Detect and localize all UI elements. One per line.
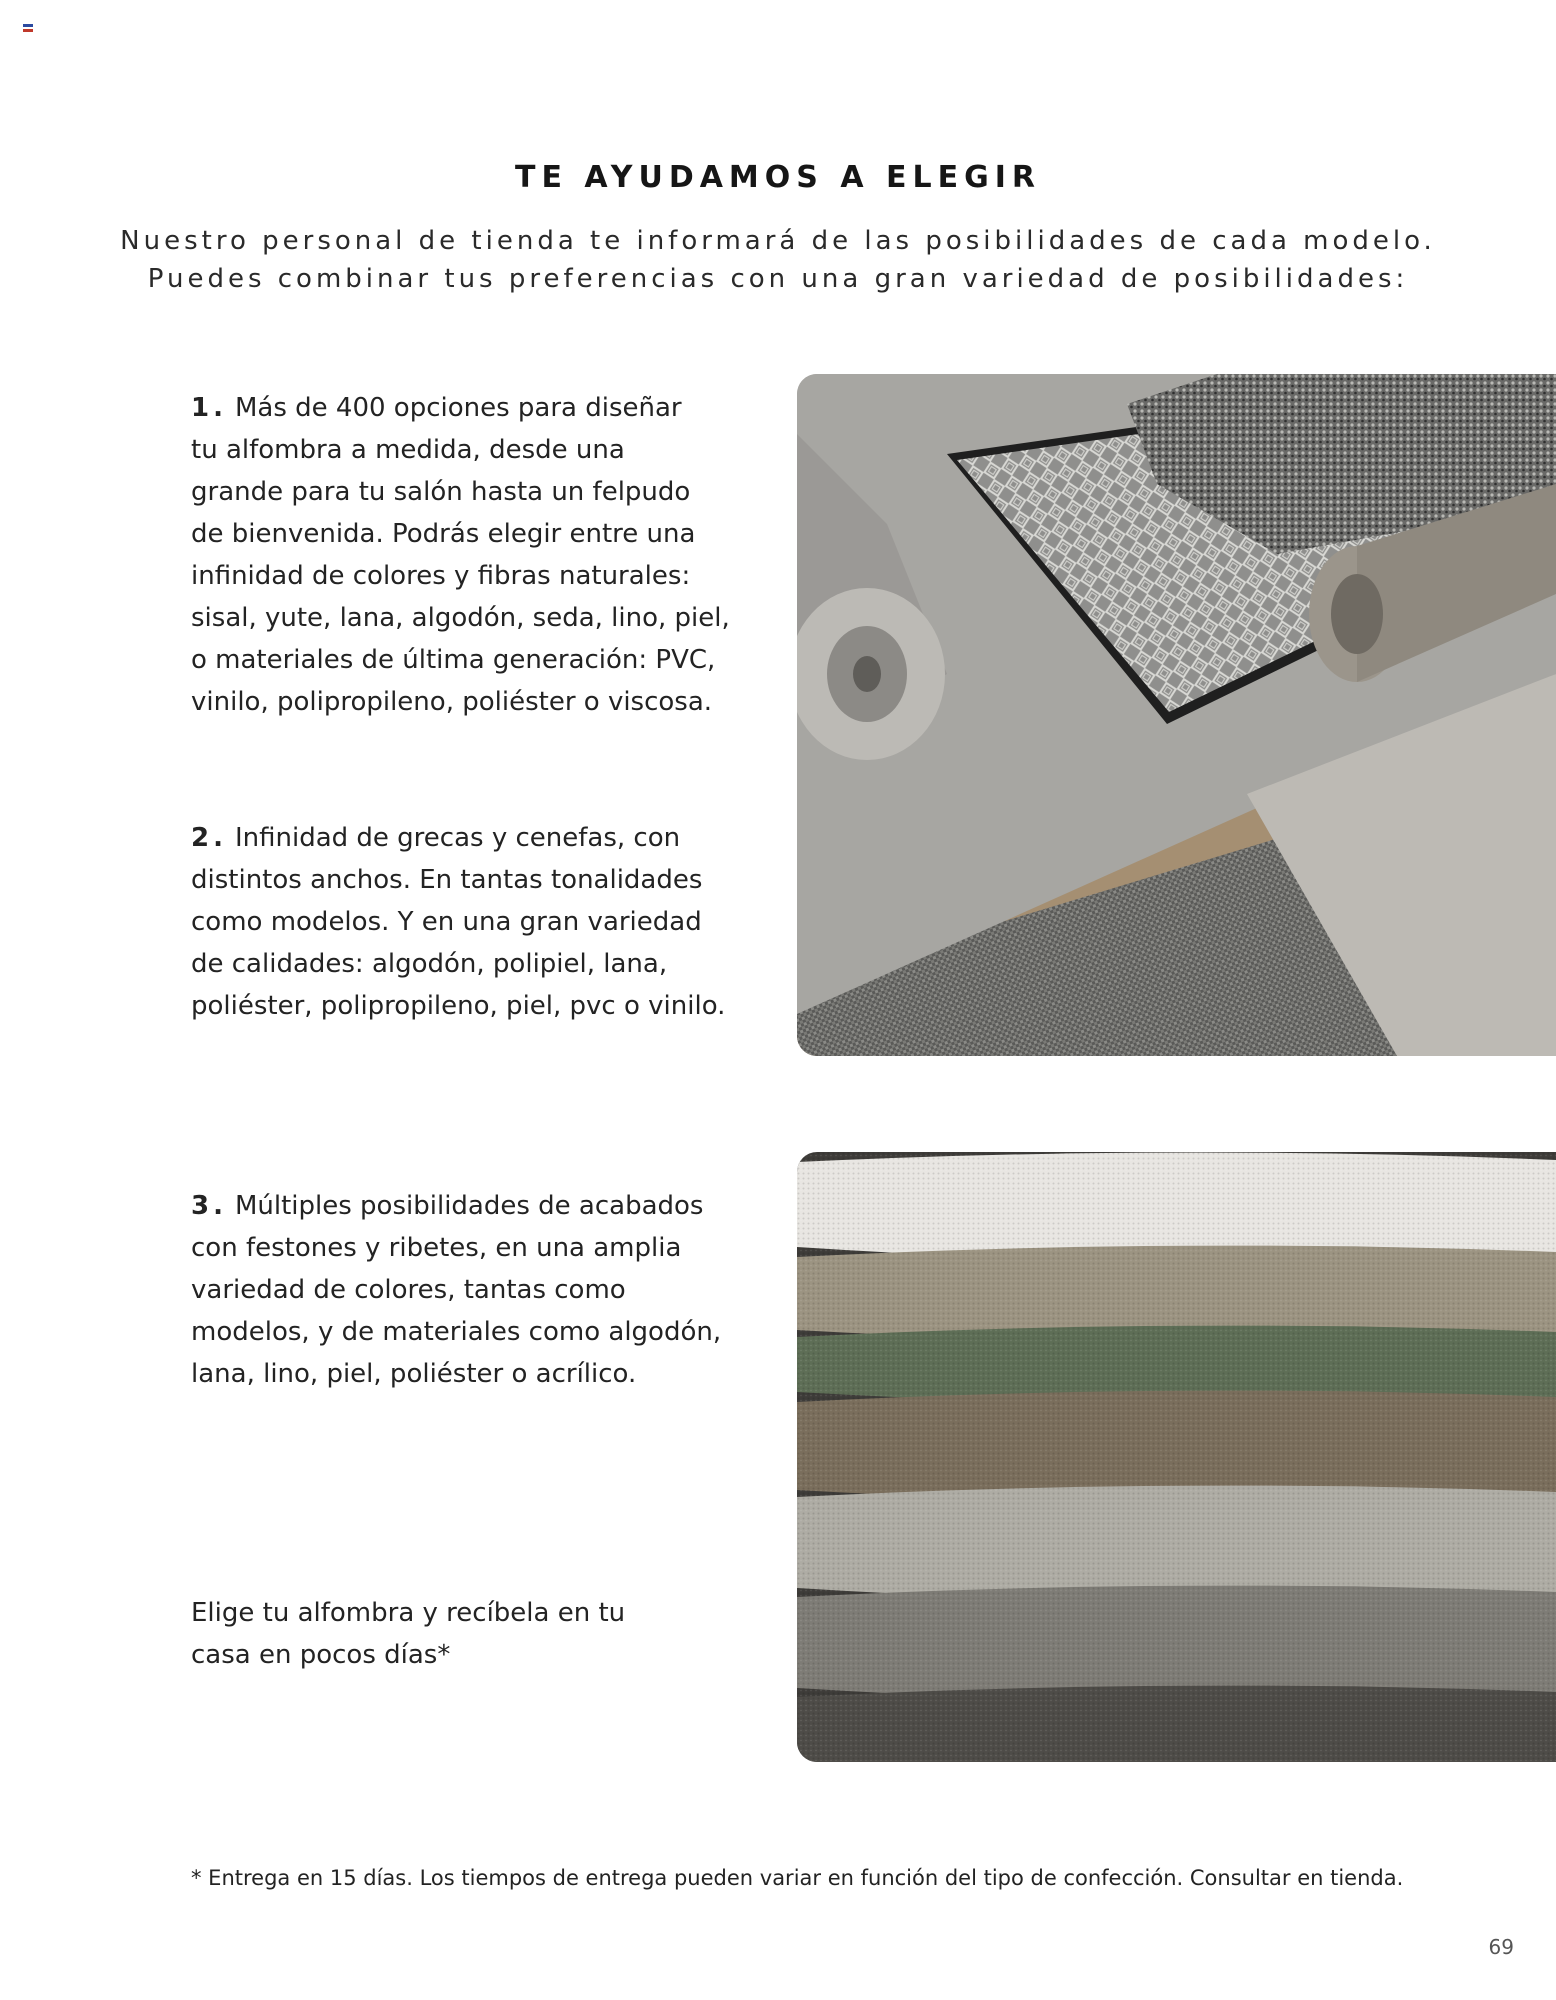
option-line: como modelos. Y en una gran variedad xyxy=(191,907,702,937)
rug-stack-photo-art xyxy=(797,1152,1556,1762)
rug-stack-photo xyxy=(797,1152,1556,1762)
option-line: variedad de colores, tantas como xyxy=(191,1275,626,1305)
option-line: sisal, yute, lana, algodón, seda, lino, piel, xyxy=(191,603,730,633)
flag-icon xyxy=(23,24,33,32)
option-line: lana, lino, piel, poliéster o acrílico. xyxy=(191,1359,637,1389)
option-line: infinidad de colores y fibras naturales: xyxy=(191,561,691,591)
closing-line: Elige tu alfombra y recíbela en tu xyxy=(191,1598,626,1628)
option-line: modelos, y de materiales como algodón, xyxy=(191,1317,722,1347)
footnote: * Entrega en 15 días. Los tiempos de entrega pueden variar en función del tipo de confección. Consultar en tienda. xyxy=(191,1866,1404,1890)
closing-line: casa en pocos días* xyxy=(191,1640,451,1670)
option-line: distintos anchos. En tantas tonalidades xyxy=(191,865,703,895)
option-line: 1. Más de 400 opciones para diseñar xyxy=(191,393,682,423)
intro-text xyxy=(0,222,1556,298)
option-line: vinilo, polipropileno, poliéster o viscosa. xyxy=(191,687,713,717)
closing-text xyxy=(191,1592,671,1676)
rugs-photo xyxy=(797,374,1556,1056)
intro-line: Puedes combinar tus preferencias con una gran variedad de posibilidades: xyxy=(147,264,1409,294)
option-line: 3. Múltiples posibilidades de acabados xyxy=(191,1191,704,1221)
flag-stripe xyxy=(23,29,33,32)
page-title: TE AYUDAMOS A ELEGIR xyxy=(514,160,1041,195)
option-1 xyxy=(191,387,751,723)
option-line: de calidades: algodón, polipiel, lana, xyxy=(191,949,668,979)
intro-line: Nuestro personal de tienda te informará de las posibilidades de cada modelo. xyxy=(120,226,1436,256)
option-line: 2. Infinidad de grecas y cenefas, con xyxy=(191,823,681,853)
option-line: poliéster, polipropileno, piel, pvc o vinilo. xyxy=(191,991,726,1021)
option-line: o materiales de última generación: PVC, xyxy=(191,645,716,675)
option-number: 3. xyxy=(191,1191,227,1221)
rugs-photo-art xyxy=(797,374,1556,1056)
option-number: 2. xyxy=(191,823,227,853)
option-3 xyxy=(191,1185,751,1395)
page-number: 69 xyxy=(1488,1935,1514,1959)
option-number: 1. xyxy=(191,393,227,423)
option-2 xyxy=(191,817,751,1027)
option-line: con festones y ribetes, en una amplia xyxy=(191,1233,682,1263)
option-line: de bienvenida. Podrás elegir entre una xyxy=(191,519,696,549)
option-line: tu alfombra a medida, desde una xyxy=(191,435,625,465)
option-line: grande para tu salón hasta un felpudo xyxy=(191,477,691,507)
